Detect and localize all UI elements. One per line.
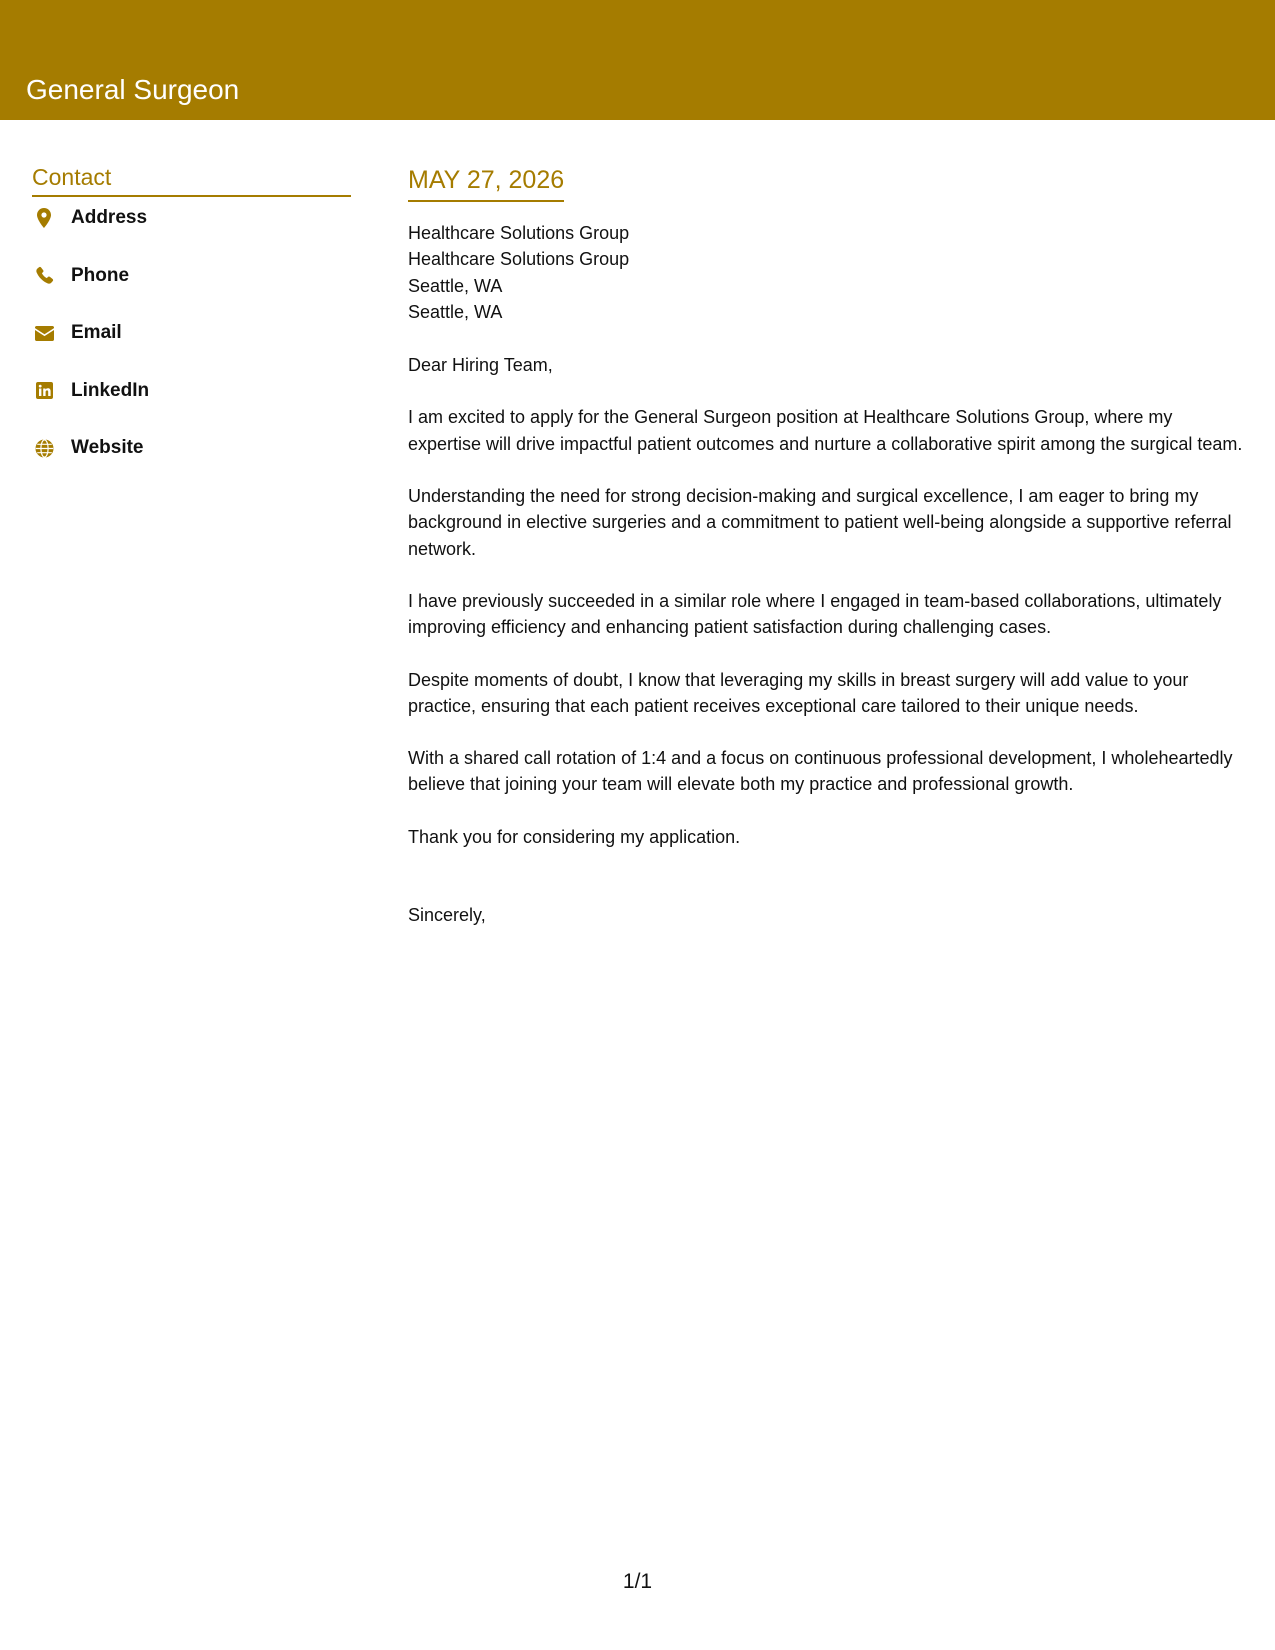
contact-label: Phone [71, 264, 130, 286]
contact-list [32, 207, 351, 495]
recipient-block [408, 220, 1243, 325]
map-pin-icon [34, 207, 54, 229]
contact-item-address [32, 207, 351, 265]
letter-paragraph: I am excited to apply for the General Surgeon position at Healthcare Solutions Group, where my expertise will drive impactful patient outcomes and nurture a collaborative spirit among the surgical team. [408, 407, 1243, 454]
salutation: Dear Hiring Team, [408, 355, 553, 376]
recipient-line: Healthcare Solutions Group [408, 223, 630, 243]
envelope-icon [34, 322, 54, 344]
letter-paragraph: With a shared call rotation of 1:4 and a focus on continuous professional development, I wholeheartedly believe that joining your team will elevate both my practice and professional growth. [408, 748, 1233, 795]
contact-item-linkedin [32, 380, 351, 438]
contact-item-website [32, 437, 351, 495]
letter-paragraph: Understanding the need for strong decision-making and surgical excellence, I am eager to bring my background in elective surgeries and a commitment to patient well-being alongside a supportive referral network. [408, 486, 1232, 559]
contact-heading: Contact [32, 162, 351, 197]
contact-label: Website [71, 437, 144, 458]
contact-sidebar [32, 162, 351, 495]
recipient-line: Seattle, WA [408, 301, 503, 322]
letter-body [408, 164, 1243, 928]
linkedin-icon [34, 380, 54, 402]
letter-paragraph: I have previously succeeded in a similar role where I engaged in team-based collaborations, ultimately improving efficiency and enhancing patient satisfaction during challenging cases. [408, 590, 1222, 638]
contact-item-email [32, 322, 351, 380]
page-title: General Surgeon [26, 74, 240, 105]
contact-label: Email [71, 322, 122, 343]
recipient-line: Healthcare Solutions Group [408, 249, 630, 270]
contact-label: Address [71, 207, 148, 228]
page-number: 1/1 [622, 1570, 653, 1593]
signoff: Sincerely, [408, 905, 486, 926]
closing-thanks: Thank you for considering my application. [408, 826, 741, 847]
contact-item-phone [32, 265, 351, 323]
letter-date: MAY 27, 2026 [408, 164, 564, 202]
phone-icon [34, 265, 54, 287]
globe-icon [34, 437, 54, 459]
letter-paragraph: Despite moments of doubt, I know that leveraging my skills in breast surgery will add value to your practice, ensuring that each patient receives exceptional care tailored to their unique needs. [408, 669, 1189, 716]
recipient-line: Seattle, WA [408, 275, 503, 296]
header-bar [0, 0, 1275, 120]
contact-label: LinkedIn [71, 379, 150, 401]
